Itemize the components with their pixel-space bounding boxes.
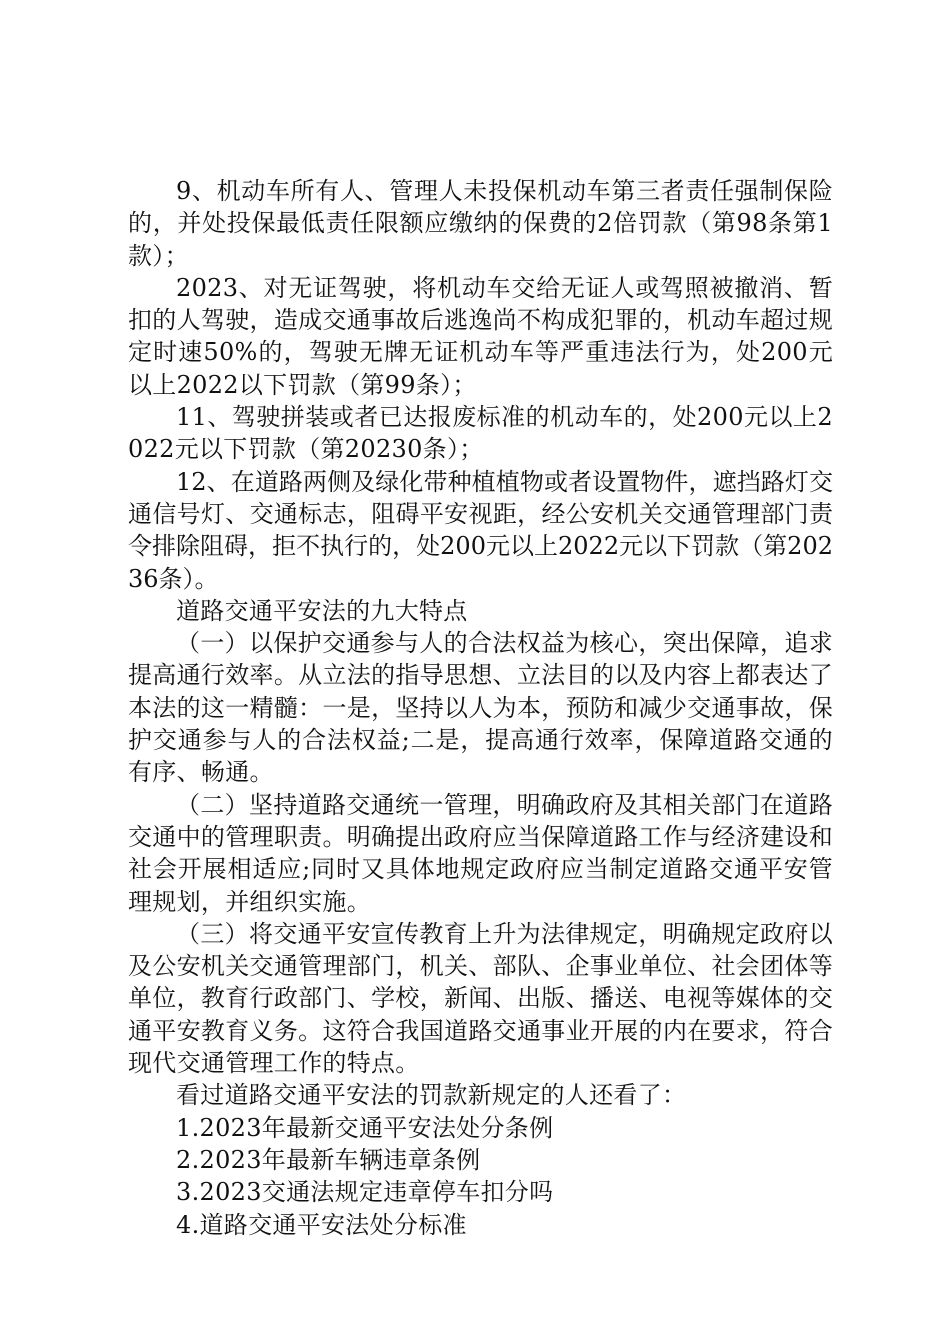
feature-paragraph-2: （二）坚持道路交通统一管理，明确政府及其相关部门在道路交通中的管理职责。明确提出政府应当保障道路工作与经济建设和社会开展相适应;同时又具体地规定政府应当制定道路交通平安管理规划，并组织实施。	[128, 790, 833, 916]
document-body	[128, 175, 833, 1241]
paragraph-item-12: 12、在道路两侧及绿化带种植植物或者设置物件，遮挡路灯交通信号灯、交通标志，阻碍平安视距，经公安机关交通管理部门责令排除阻碍，拒不执行的，处200元以上2022元以下罚款（第20236条）。	[128, 467, 833, 593]
paragraph-item-10: 2023、对无证驾驶，将机动车交给无证人或驾照被撤消、暂扣的人驾驶，造成交通事故后逃逸尚不构成犯罪的，机动车超过规定时速50%的，驾驶无牌无证机动车等严重违法行为，处200元以上2022以下罚款（第99条）；	[128, 273, 833, 399]
related-link-4: 4.道路交通平安法处分标准	[176, 1210, 467, 1239]
feature-paragraph-1: （一）以保护交通参与人的合法权益为核心，突出保障，追求提高通行效率。从立法的指导思想、立法目的以及内容上都表达了本法的这一精髓：一是，坚持以人为本，预防和减少交通事故，保护交通参与人的合法权益;二是，提高通行效率，保障道路交通的有序、畅通。	[128, 629, 833, 787]
related-heading: 看过道路交通平安法的罚款新规定的人还看了：	[176, 1081, 687, 1110]
paragraph-item-11: 11、驾驶拼装或者已达报废标准的机动车的，处200元以上2022元以下罚款（第20230条）；	[128, 403, 833, 464]
related-link-2: 2.2023年最新车辆违章条例	[176, 1145, 481, 1174]
related-link-1: 1.2023年最新交通平安法处分条例	[176, 1113, 554, 1142]
feature-paragraph-3: （三）将交通平安宣传教育上升为法律规定，明确规定政府以及公安机关交通管理部门，机关、部队、企事业单位、社会团体等单位，教育行政部门、学校，新闻、出版、播送、电视等媒体的交通平安教育义务。这符合我国道路交通事业开展的内在要求，符合现代交通管理工作的特点。	[128, 919, 833, 1078]
related-link-3: 3.2023交通法规定违章停车扣分吗	[176, 1178, 554, 1207]
paragraph-item-9: 9、机动车所有人、管理人未投保机动车第三者责任强制保险的，并处投保最低责任限额应缴纳的保费的2倍罚款（第98条第1款）；	[128, 177, 833, 270]
section-heading: 道路交通平安法的九大特点	[176, 596, 468, 625]
